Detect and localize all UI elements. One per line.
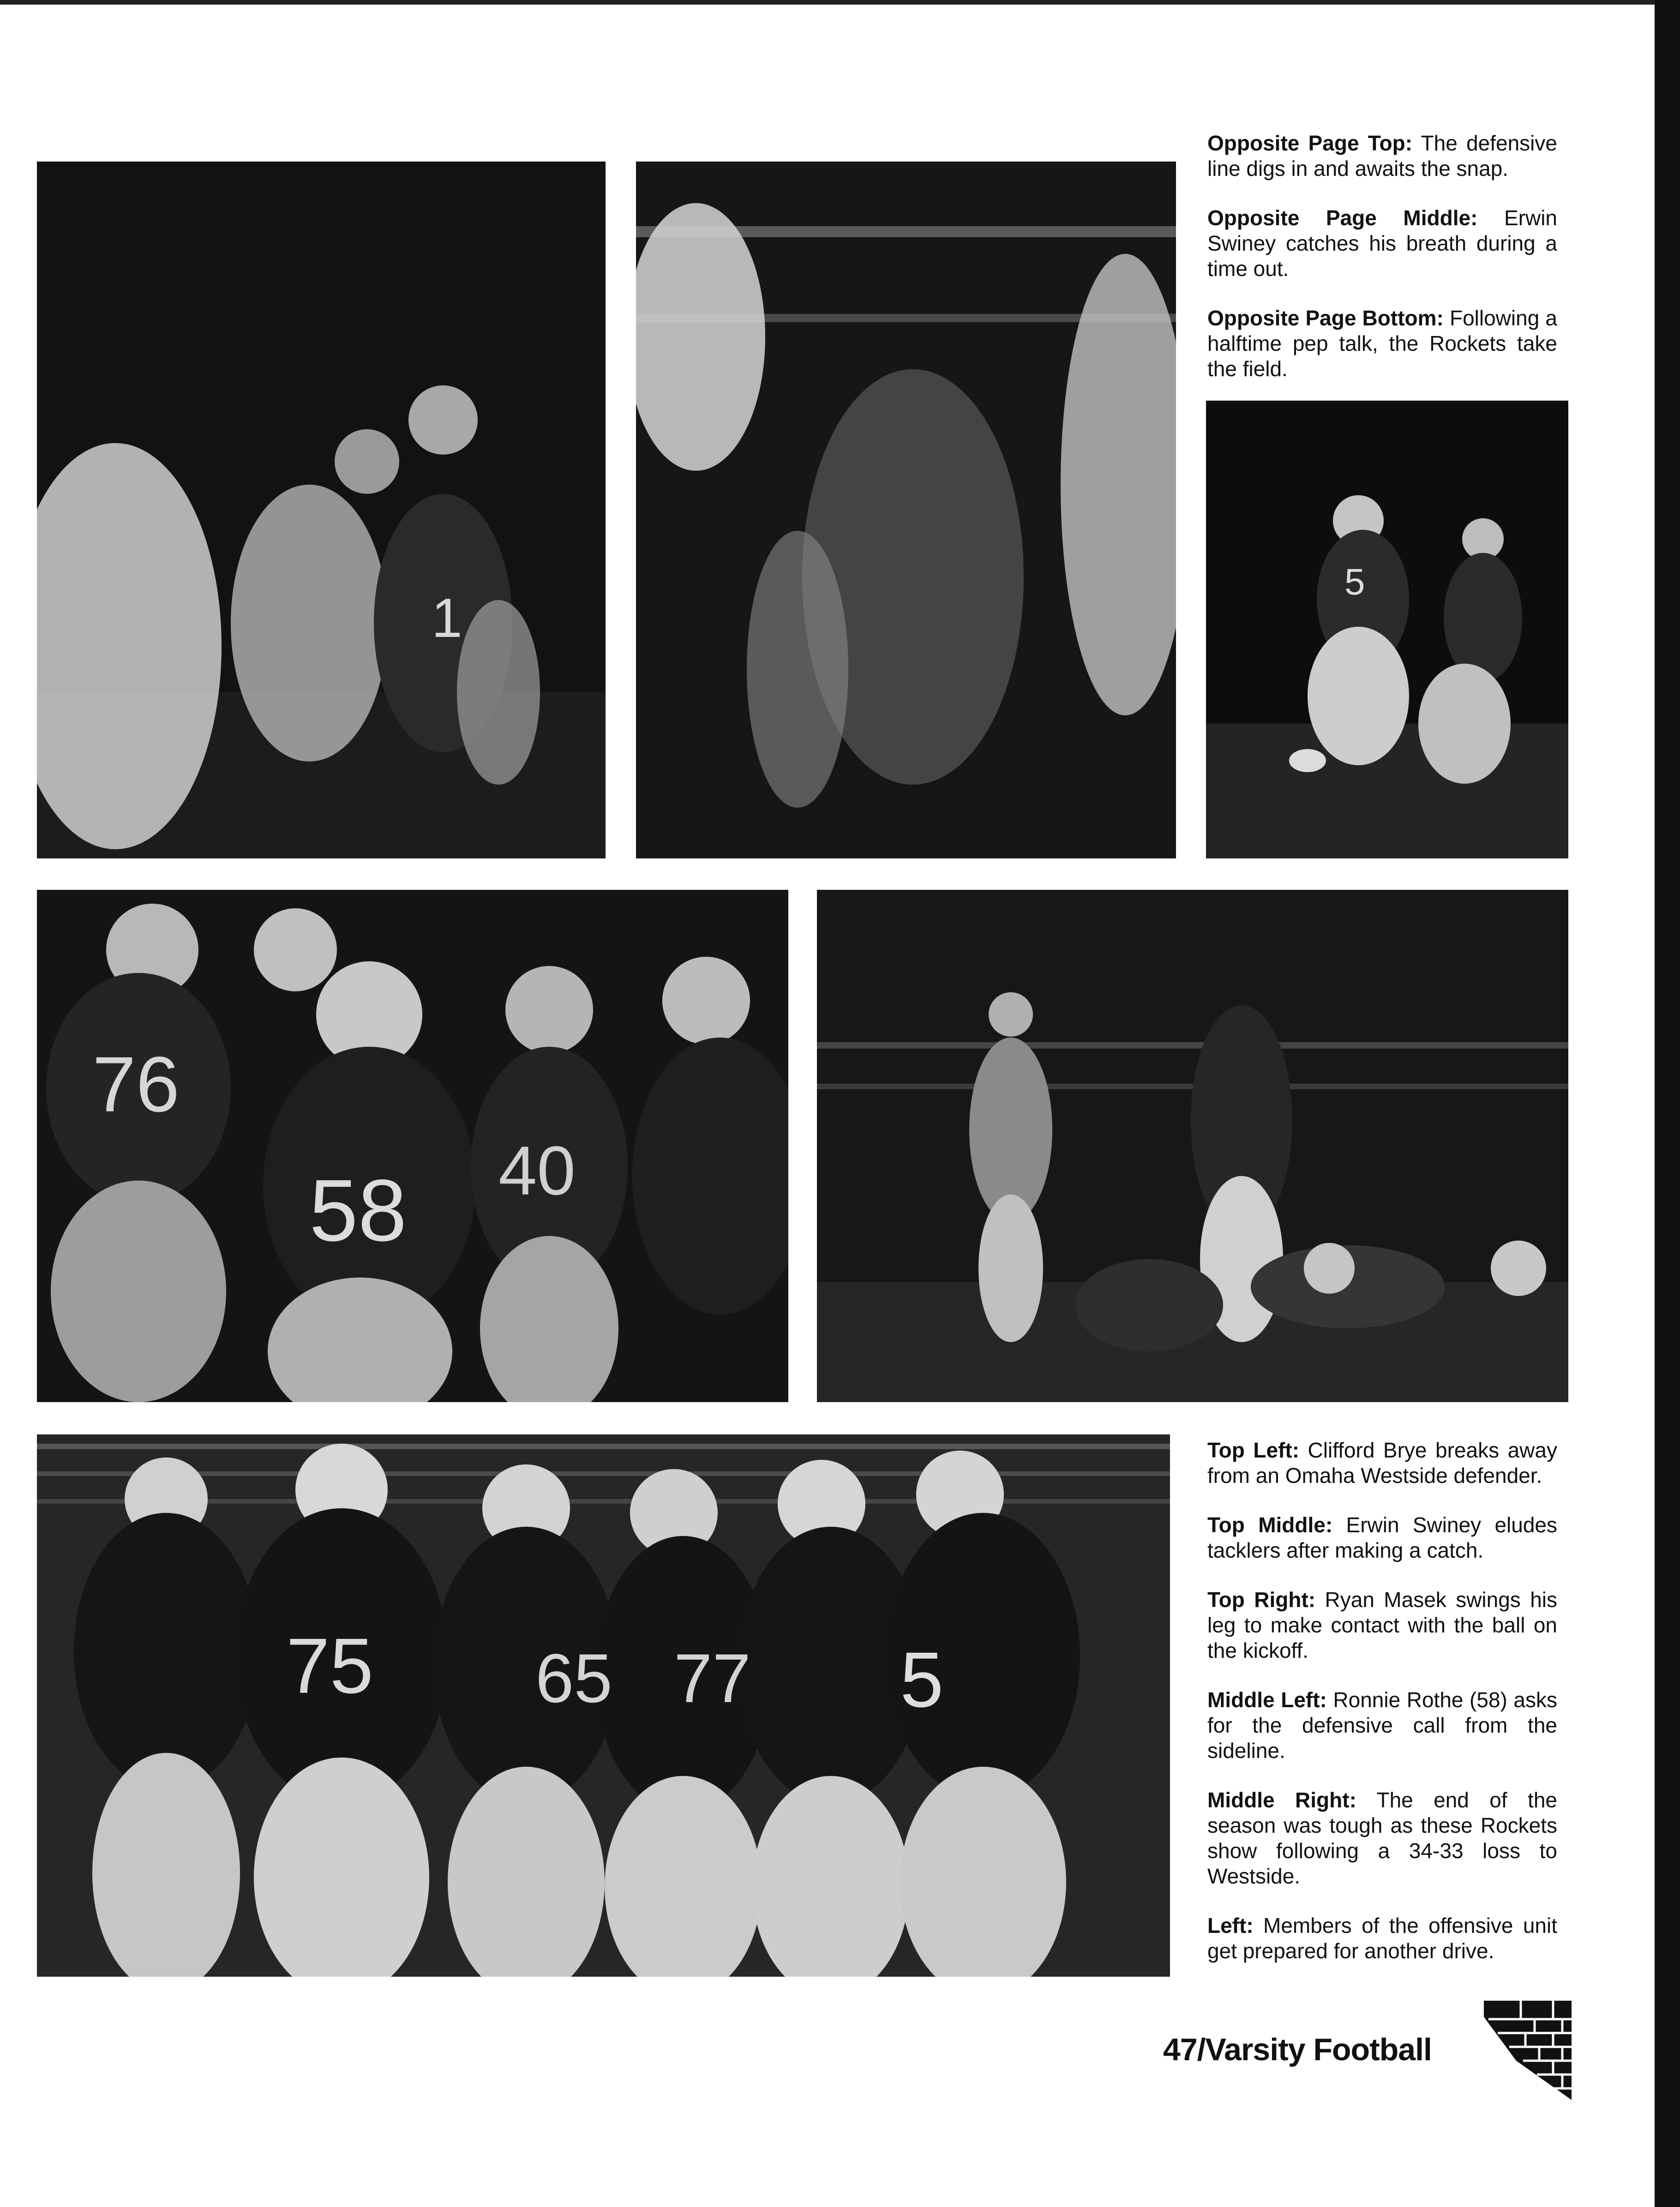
caption-top-middle: Top Middle: Erwin Swiney eludes tacklers after making a catch. [1207,1513,1558,1562]
jersey-number-75: 75 [286,1622,374,1710]
photo-middle-right [817,890,1568,1402]
jersey-number-65: 65 [535,1639,612,1717]
jersey-number: 1 [432,587,462,649]
jersey-number-76: 76 [92,1041,180,1128]
photo-top-middle [636,162,1176,858]
top-rule [0,0,1680,5]
photo-bottom-left [37,1434,1170,1977]
jersey-number-5: 5 [900,1636,944,1724]
photo-top-right [1206,401,1568,858]
captions-bottom [1207,1438,1557,1988]
photo-top-left [37,162,606,858]
caption-middle-left: Middle Left: Ronnie Rothe (58) asks for the defensive call from the sideline. [1207,1688,1557,1763]
captions-top [1207,131,1557,406]
caption-opposite-page-middle: Opposite Page Middle: Erwin Swiney catches his breath during a time out. [1207,206,1557,281]
jersey-number-58: 58 [309,1162,407,1259]
page-folio: 47/Varsity Football [1163,2032,1432,2067]
caption-opposite-page-bottom: Opposite Page Bottom: Following a halftime pep talk, the Rockets take the field. [1207,306,1558,381]
jersey-number-40: 40 [498,1132,576,1209]
caption-top-right: Top Right: Ryan Masek swings his leg to make contact with the ball on the kickoff. [1207,1588,1557,1662]
caption-opposite-page-top: Opposite Page Top: The defensive line digs in and awaits the snap. [1207,131,1557,180]
page-edge [1655,0,1680,2207]
jersey-number-77: 77 [674,1639,751,1717]
photo-middle-left [37,890,788,1402]
caption-left: Left: Members of the offensive unit get prepared for another drive. [1207,1913,1557,1963]
caption-top-left: Top Left: Clifford Brye breaks away from an Omaha Westside defender. [1207,1438,1557,1487]
brick-wall-icon [1484,2001,1572,2100]
caption-middle-right: Middle Right: The end of the season was tough as these Rockets show following a 34-33 loss to Westside. [1207,1788,1557,1888]
jersey-number: 5 [1344,561,1365,602]
